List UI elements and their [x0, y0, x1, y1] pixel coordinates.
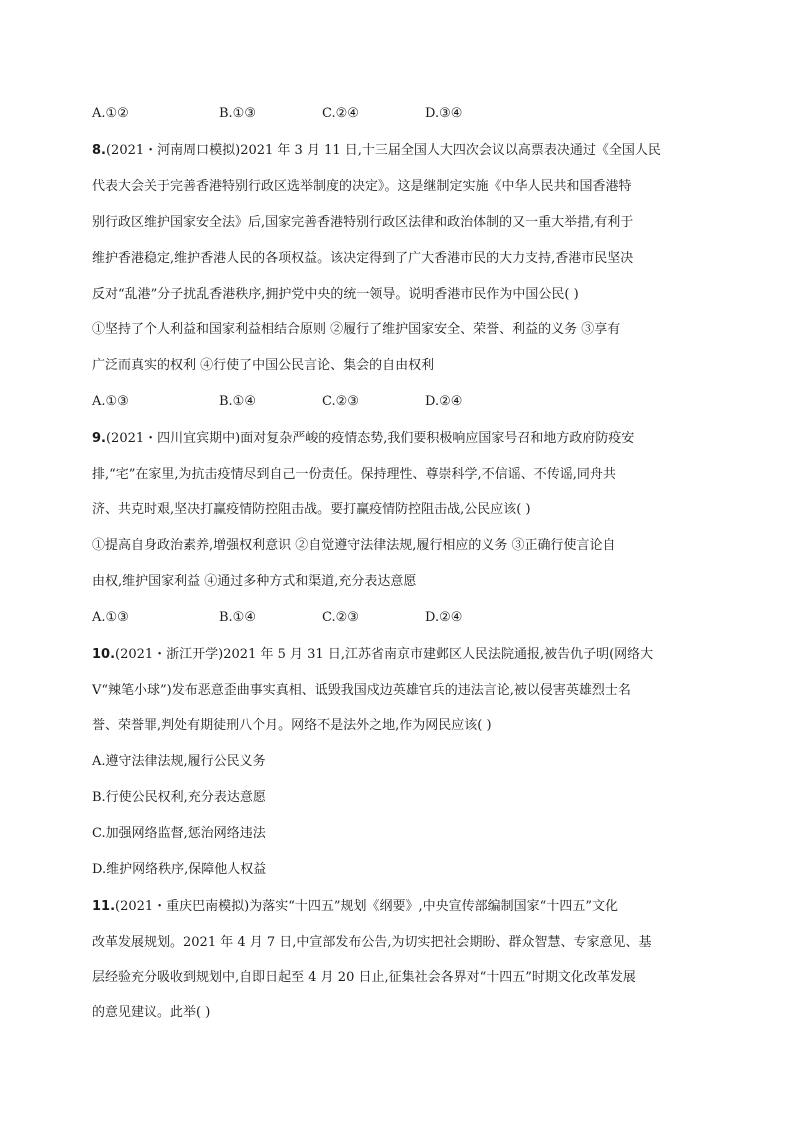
- q7-option-b[interactable]: B.①③: [219, 106, 256, 121]
- q10-stem-line-2: V“辣笔小球”)发布恶意歪曲事实真相、诋毁我国戍边英雄官兵的违法言论,被以侵害英雄烈士名: [92, 683, 631, 698]
- q10-option-a[interactable]: A.遵守法律法规,履行公民义务: [92, 754, 266, 769]
- q9-stem-line-1: 9.(2021・四川宜宾期中)面对复杂严峻的疫情态势,我们要积极响应国家号召和地方政府防疫安: [92, 431, 635, 446]
- q11-number: 11.: [92, 899, 116, 914]
- q10-stem-line-1: 10.(2021・浙江开学)2021 年 5 月 31 日,江苏省南京市建邺区人民法院通报,被告仇子明(网络大: [92, 647, 654, 662]
- q10-number: 10.: [92, 647, 116, 662]
- q10-option-d[interactable]: D.维护网络秩序,保障他人权益: [92, 862, 267, 877]
- q8-option-b[interactable]: B.①④: [219, 394, 256, 409]
- q8-number: 8.: [92, 143, 106, 158]
- q9-number: 9.: [92, 431, 106, 446]
- q7-option-d[interactable]: D.③④: [425, 106, 463, 121]
- q8-option-c[interactable]: C.②③: [322, 394, 359, 409]
- q9-option-d[interactable]: D.②④: [425, 610, 463, 625]
- q8-option-d[interactable]: D.②④: [425, 394, 463, 409]
- q7-option-c[interactable]: C.②④: [322, 106, 359, 121]
- q9-statement-line-2: 由权,维护国家利益 ④通过多种方式和渠道,充分表达意愿: [92, 574, 417, 589]
- q9-statement-line-1: ①提高自身政治素养,增强权利意识 ②自觉遵守法律法规,履行相应的义务 ③正确行使言论自: [92, 538, 616, 553]
- q9-options: [92, 608, 692, 628]
- q8-stem-line-1: 8.(2021・河南周口模拟)2021 年 3 月 11 日,十三届全国人大四次会议以高票表决通过《全国人民: [92, 143, 661, 158]
- q8-option-a[interactable]: A.①③: [92, 394, 129, 409]
- q9-stem-line-2: 排,“宅”在家里,为抗击疫情尽到自己一份责任。保持理性、尊崇科学,不信谣、不传谣,同舟共: [92, 467, 616, 482]
- q9-option-b[interactable]: B.①④: [219, 610, 256, 625]
- q8-options: [92, 392, 692, 412]
- q10-option-c[interactable]: C.加强网络监督,惩治网络违法: [92, 826, 266, 841]
- q10-stem-line-3: 誉、荣誉罪,判处有期徒刑八个月。网络不是法外之地,作为网民应该( ): [92, 718, 492, 733]
- q8-statement-line-2: 广泛而真实的权利 ④行使了中国公民言论、集会的自由权利: [92, 358, 435, 373]
- q11-stem-line-2: 改革发展规划。2021 年 4 月 7 日,中宣部发布公告,为切实把社会期盼、群众智慧、专家意见、基: [92, 935, 652, 950]
- q8-stem-line-4: 维护香港稳定,维护香港人民的各项权益。该决定得到了广大香港市民的大力支持,香港市民坚决: [92, 251, 634, 266]
- q8-stem-line-2: 代表大会关于完善香港特别行政区选举制度的决定》。这是继制定实施《中华人民共和国香港特: [92, 179, 632, 194]
- q9-option-c[interactable]: C.②③: [322, 610, 359, 625]
- q9-option-a[interactable]: A.①③: [92, 610, 129, 625]
- q11-stem-line-4: 的意见建议。此举( ): [92, 1005, 211, 1020]
- q7-option-a[interactable]: A.①②: [92, 106, 129, 121]
- q8-stem-line-5: 反对“乱港”分子扰乱香港秩序,拥护党中央的统一领导。说明香港市民作为中国公民( ): [92, 287, 579, 302]
- q11-stem-line-1: 11.(2021・重庆巴南模拟)为落实“十四五”规划《纲要》,中央宣传部编制国家“十四五”文化: [92, 899, 618, 914]
- q10-option-b[interactable]: B.行使公民权利,充分表达意愿: [92, 790, 266, 805]
- q8-stem-line-3: 别行政区维护国家安全法》后,国家完善香港特别行政区法律和政治体制的又一重大举措,有利于: [92, 215, 634, 230]
- q8-statement-line-1: ①坚持了个人利益和国家利益相结合原则 ②履行了维护国家安全、荣誉、利益的义务 ③享有: [92, 322, 621, 337]
- q11-stem-line-3: 层经验充分吸收到规划中,自即日起至 4 月 20 日止,征集社会各界对“十四五”时期文化改革发展: [92, 970, 636, 985]
- q9-stem-line-3: 济、共克时艰,坚决打赢疫情防控阻击战。要打赢疫情防控阻击战,公民应该( ): [92, 502, 531, 517]
- q7-options: [92, 104, 692, 124]
